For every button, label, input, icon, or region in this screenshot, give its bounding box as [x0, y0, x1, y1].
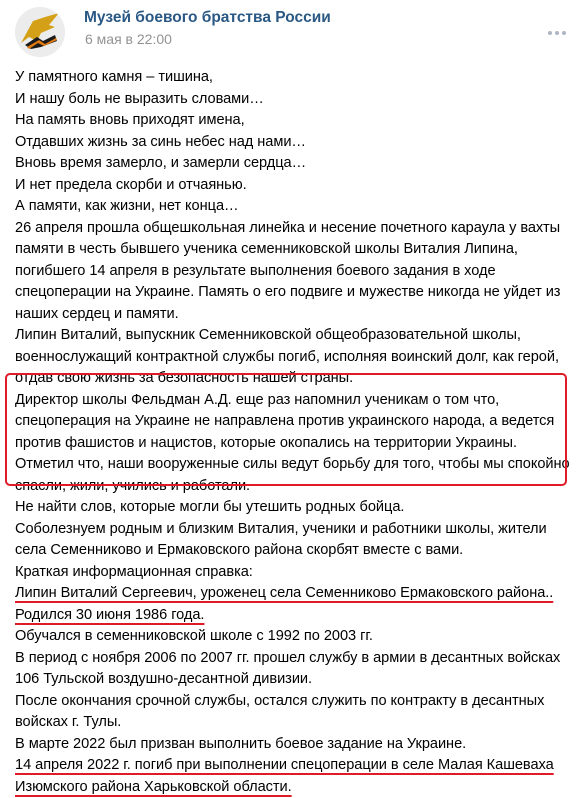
post-text-line: Соболезнуем родным и близким Виталия, ученики и работники школы, жители [15, 519, 575, 541]
group-avatar[interactable] [15, 7, 65, 57]
underlined-text: Изюмского района Харьковской области. [15, 779, 292, 795]
post-text-line: войсках г. Тулы. [15, 712, 575, 734]
underlined-text: 14 апреля 2022 г. погиб при выполнении спецоперации в селе Малая Кашеваха [15, 757, 554, 773]
post-text-line: наших сердец и памяти. [15, 304, 575, 326]
museum-logo-icon [15, 7, 65, 57]
post-text-line: В период с ноября 2006 по 2007 гг. прошел службу в армии в десантных войсках [15, 648, 575, 670]
post-text-line: отдав свою жизнь за безопасность нашей страны. [15, 368, 575, 390]
post-text-line [15, 777, 575, 798]
post-text-line [15, 755, 575, 777]
post-text-line: Вновь время замерло, и замерли сердца… [15, 153, 575, 175]
post-text-line: спецоперации на Украине. Память о его подвиге и мужестве никогда не уйдет из [15, 282, 575, 304]
post-text-line [15, 605, 575, 627]
post-text-line: В марте 2022 был призван выполнить боевое задание на Украине. [15, 734, 575, 756]
post-text-line: 26 апреля прошла общешкольная линейка и несение почетного караула у вахты [15, 218, 575, 240]
post-text-line: А памяти, как жизни, нет конца… [15, 196, 575, 218]
post-text-line: памяти в честь бывшего ученика семенниковской школы Виталия Липина, [15, 239, 575, 261]
more-horizontal-icon[interactable] [548, 27, 570, 39]
post-text-line: Отметил что, наши вооруженные силы ведут борьбу для того, чтобы мы спокойно [15, 454, 575, 476]
post-text-line: Краткая информационная справка: [15, 562, 575, 584]
post-text-line: спасли, жили, учились и работали. [15, 476, 575, 498]
post-text-line: У памятного камня – тишина, [15, 67, 575, 89]
post-date-link[interactable]: 6 мая в 22:00 [85, 31, 172, 47]
post-text-line: погибшего 14 апреля в результате выполнения боевого задания в ходе [15, 261, 575, 283]
underlined-text: Липин Виталий Сергеевич, уроженец села Семенниково Ермаковского района.. [15, 585, 553, 601]
post-text-line: села Семенниково и Ермаковского района скорбят вместе с вами. [15, 540, 575, 562]
post-text-line [15, 583, 575, 605]
post-text-line: против фашистов и нацистов, которые окопались на территории Украины. [15, 433, 575, 455]
post-text-line: Липин Виталий, выпускник Семенниковской общеобразовательной школы, [15, 325, 575, 347]
post-text-line: И нет предела скорби и отчаянью. [15, 175, 575, 197]
group-name-link[interactable]: Музей боевого братства России [84, 9, 331, 27]
post-text-line: На память вновь приходят имена, [15, 110, 575, 132]
highlight-box [5, 373, 567, 486]
post-text-line: После окончания срочной службы, остался служить по контракту в десантных [15, 691, 575, 713]
post-text-line: Не найти слов, которые могли бы утешить родных бойца. [15, 497, 575, 519]
post-text-line: И нашу боль не выразить словами… [15, 89, 575, 111]
underlined-text: Родился 30 июня 1986 года. [15, 607, 204, 623]
post-text-line: Обучался в семенниковской школе с 1992 по 2003 гг. [15, 626, 575, 648]
post-text-line: военнослужащий контрактной службы погиб, исполняя воинский долг, как герой, [15, 347, 575, 369]
post-text-line: спецоперация на Украине не направлена против украинского народа, а ведется [15, 411, 575, 433]
post-header [0, 0, 582, 62]
post-text-line: 106 Тульской воздушно-десантной дивизии. [15, 669, 575, 691]
post-text-line: Директор школы Фельдман А.Д. еще раз напомнил ученикам о том что, [15, 390, 575, 412]
post-text-line: Отдавших жизнь за синь небес над нами… [15, 132, 575, 154]
